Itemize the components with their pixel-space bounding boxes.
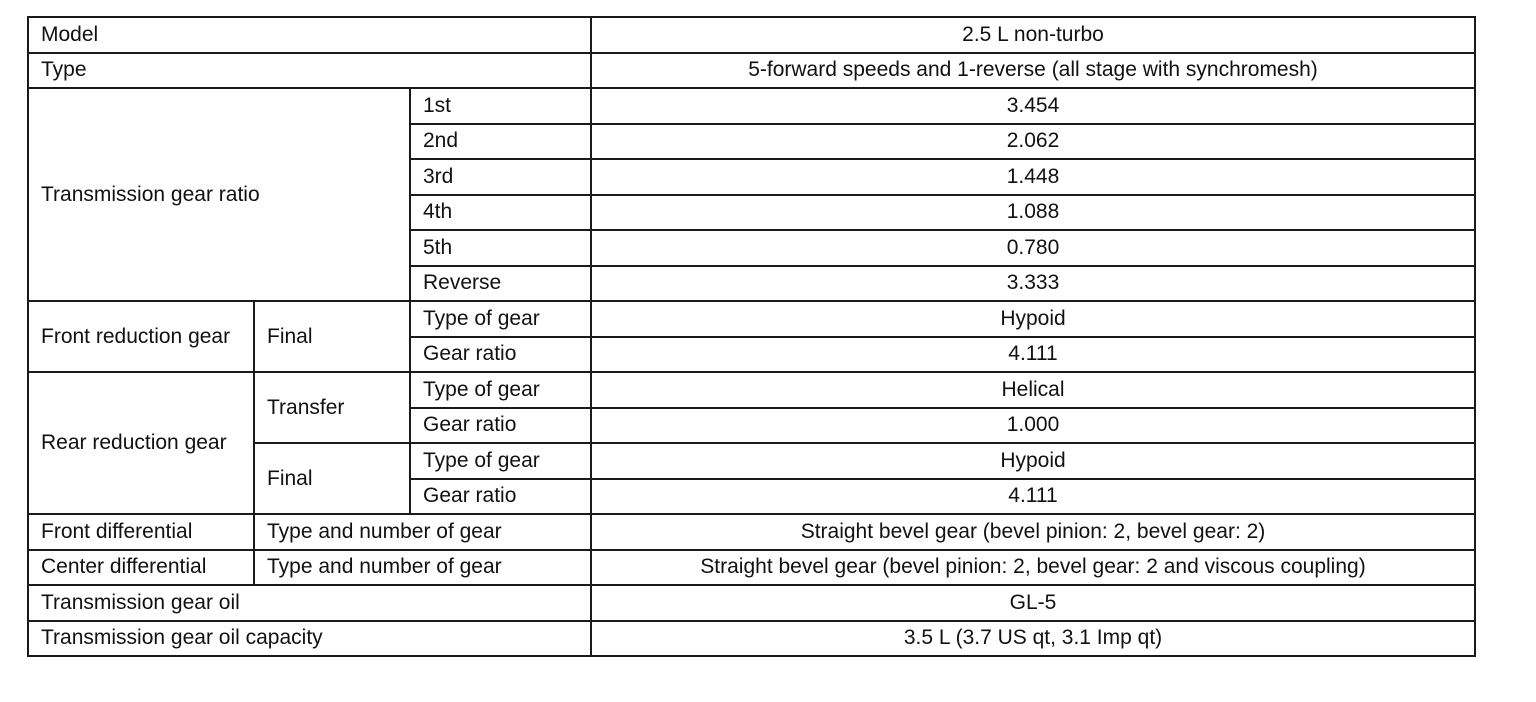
- gear-oil-label: Transmission gear oil: [28, 585, 591, 621]
- rear-reduction-gear-label: Rear reduction gear: [28, 372, 254, 514]
- gear-ratio-value: 3.454: [591, 88, 1475, 124]
- type-value: 5-forward speeds and 1-reverse (all stage with synchromesh): [591, 53, 1475, 89]
- gear-ratio-value: 1.448: [591, 159, 1475, 195]
- gear-ratio-value: 3.333: [591, 266, 1475, 302]
- gear-ratio-label: Gear ratio: [410, 337, 591, 373]
- gear-ratio-label: Gear ratio: [410, 408, 591, 444]
- transmission-gear-ratio-label: Transmission gear ratio: [28, 88, 410, 301]
- front-final-label: Final: [254, 301, 410, 372]
- gear-name: 4th: [410, 195, 591, 231]
- gear-oil-capacity-label: Transmission gear oil capacity: [28, 621, 591, 657]
- table-row-gear-1st: [28, 88, 1475, 124]
- gear-oil-capacity-value: 3.5 L (3.7 US qt, 3.1 Imp qt): [591, 621, 1475, 657]
- type-of-gear-value: Helical: [591, 372, 1475, 408]
- gear-ratio-value: 0.780: [591, 230, 1475, 266]
- gear-ratio-value: 1.088: [591, 195, 1475, 231]
- gear-ratio-label: Gear ratio: [410, 479, 591, 515]
- gear-name: 3rd: [410, 159, 591, 195]
- type-of-gear-label: Type of gear: [410, 301, 591, 337]
- table-row-front-final-type: [28, 301, 1475, 337]
- gear-name: 5th: [410, 230, 591, 266]
- type-of-gear-label: Type of gear: [410, 372, 591, 408]
- table-row-gear-oil-capacity: [28, 621, 1475, 657]
- spec-table: [27, 16, 1476, 657]
- gear-oil-value: GL-5: [591, 585, 1475, 621]
- center-differential-sublabel: Type and number of gear: [254, 550, 591, 586]
- table-row-gear-oil: [28, 585, 1475, 621]
- table-row-center-differential: [28, 550, 1475, 586]
- table-row-type: [28, 53, 1475, 89]
- front-differential-label: Front differential: [28, 514, 254, 550]
- gear-name: 2nd: [410, 124, 591, 160]
- center-differential-value: Straight bevel gear (bevel pinion: 2, bevel gear: 2 and viscous coupling): [591, 550, 1475, 586]
- rear-transfer-label: Transfer: [254, 372, 410, 443]
- center-differential-label: Center differential: [28, 550, 254, 586]
- table-row-front-differential: [28, 514, 1475, 550]
- type-of-gear-label: Type of gear: [410, 443, 591, 479]
- rear-final-label: Final: [254, 443, 410, 514]
- gear-ratio-value: 2.062: [591, 124, 1475, 160]
- table-row-model: [28, 17, 1475, 53]
- type-label: Type: [28, 53, 591, 89]
- gear-ratio-value: 4.111: [591, 337, 1475, 373]
- gear-name: 1st: [410, 88, 591, 124]
- model-label: Model: [28, 17, 591, 53]
- type-of-gear-value: Hypoid: [591, 301, 1475, 337]
- front-differential-sublabel: Type and number of gear: [254, 514, 591, 550]
- table-row-rear-transfer-type: [28, 372, 1475, 408]
- gear-ratio-value: 4.111: [591, 479, 1475, 515]
- front-reduction-gear-label: Front reduction gear: [28, 301, 254, 372]
- gear-ratio-value: 1.000: [591, 408, 1475, 444]
- model-value: 2.5 L non-turbo: [591, 17, 1475, 53]
- front-differential-value: Straight bevel gear (bevel pinion: 2, bevel gear: 2): [591, 514, 1475, 550]
- type-of-gear-value: Hypoid: [591, 443, 1475, 479]
- gear-name: Reverse: [410, 266, 591, 302]
